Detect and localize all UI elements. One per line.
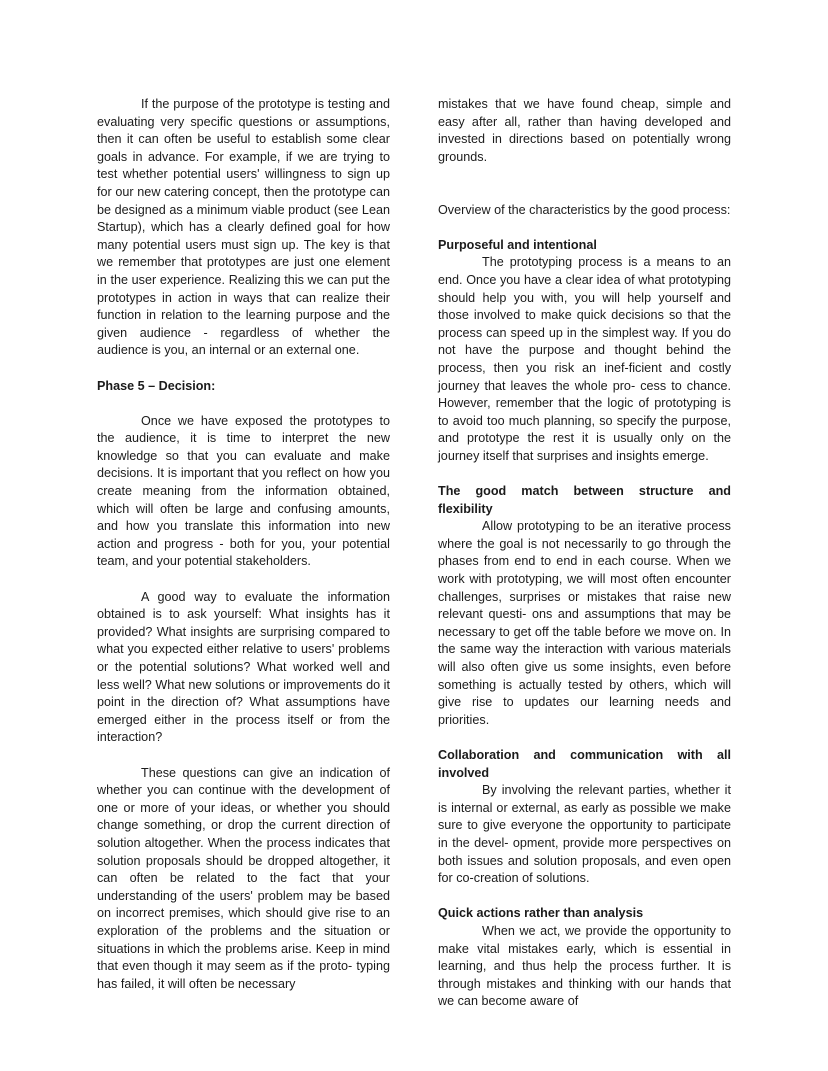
paragraph: Allow prototyping to be an iterative process where the goal is not necessarily to go through the phases from end to end in each course. When we work with prototyping, we will most often encounter challenges, surprises or mistakes that raise new relevant questi- ons and assumptions that may be necessary to get off the table before we move on. In the same way the interaction with various materials will also often give us some insights, even before something is actually tested by others, which will give rise to updates our learning needs and priorities. <box>438 519 731 727</box>
right-column <box>438 96 731 1011</box>
paragraph: A good way to evaluate the information obtained is to ask yourself: What insights has it provided? What insights are surprising compared to what you expected either relative to users' problems or the potential solutions? What worked well and less well? What new solutions or improvements do it point in the direction of? What assumptions have emerged either in the process itself or from the interaction? <box>97 589 390 745</box>
spacer <box>438 219 731 237</box>
paragraph-continued: mistakes that we have found cheap, simple and easy after all, rather than having developed and invested in directions based on potentially wrong grounds. <box>438 97 731 164</box>
paragraph: These questions can give an indication of whether you can continue with the development of one or more of your ideas, or whether you should change something, or drop the current direction of solution altogether. When the process indicates that solution proposals should be dropped altogether, it can often be related to the fact that your understanding of the users' problem may be based on incorrect premises, which should give rise to an exploration of the problems and the situation or situations in which the problems arise. Keep in mind that even though it may seem as if the proto- typing has failed, it will often be necessary <box>97 765 390 991</box>
section-heading-purposeful: Purposeful and intentional <box>438 237 597 252</box>
spacer <box>97 395 390 413</box>
section-heading-quick-actions: Quick actions rather than analysis <box>438 906 644 921</box>
section-heading-collaboration: Collaboration and communication with all involved <box>438 747 731 780</box>
spacer <box>97 571 390 589</box>
section-heading-phase-5: Phase 5 – Decision: <box>97 378 216 393</box>
spacer <box>438 465 731 483</box>
spacer <box>438 166 731 201</box>
spacer <box>97 747 390 765</box>
spacer <box>438 729 731 747</box>
paragraph: The prototyping process is a means to an end. Once you have a clear idea of what prototyping should help you with, you will help yourself and those involved to make quick decisions so that the process can speed up in the simplest way. If you do not have the purpose and thought behind the process, then you risk an inef-ficient and costly journey that leaves the whole pro- cess to chance. However, remember that the logic of prototyping is to avoid too much planning, so specify the purpose, and prototype the rest it is usually only on the journey itself that surprises and insights emerge. <box>438 255 731 463</box>
left-column <box>97 96 390 1011</box>
paragraph: When we act, we provide the opportunity to make vital mistakes early, which is essential in learning, and thus help the process further. It is through mistakes and thinking with our hands that we can become aware of <box>438 923 731 1009</box>
spacer <box>438 888 731 906</box>
two-column-body <box>97 96 731 1011</box>
paragraph-overview-intro: Overview of the characteristics by the good process: <box>438 202 731 217</box>
paragraph: If the purpose of the prototype is testing and evaluating very specific questions or assumptions, then it can often be useful to establish some clear goals in advance. For example, if we are trying to test whether potential users' willingness to sign up for our new catering concept, then the prototype can be designed as a minimum viable product (see Lean Startup), which has a clearly defined goal for how many potential users must sign up. The key is that we remember that prototypes are just one element in the user experience. Realizing this we can put the prototypes in action in ways that can realize their function in relation to the learning purpose and the given audience - regardless of whether the audience is you, an internal or an external one. <box>97 97 390 358</box>
paragraph: Once we have exposed the prototypes to the audience, it is time to interpret the new knowledge so that you can evaluate and make decisions. It is important that you reflect on how you create meaning from the information obtained, which will often be large and confusing amounts, and how you translate this information into new action and progress - both for you, your potential team, and your potential stakeholders. <box>97 413 390 569</box>
section-heading-good-match: The good match between structure and flexibility <box>438 484 731 516</box>
paragraph: By involving the relevant parties, whether it is internal or external, as early as possible we make sure to give everyone the opportunity to participate in the devel- opment, provide more perspectives on both issues and solution proposals, and even open for co-creation of solutions. <box>438 783 731 886</box>
spacer <box>97 360 390 378</box>
